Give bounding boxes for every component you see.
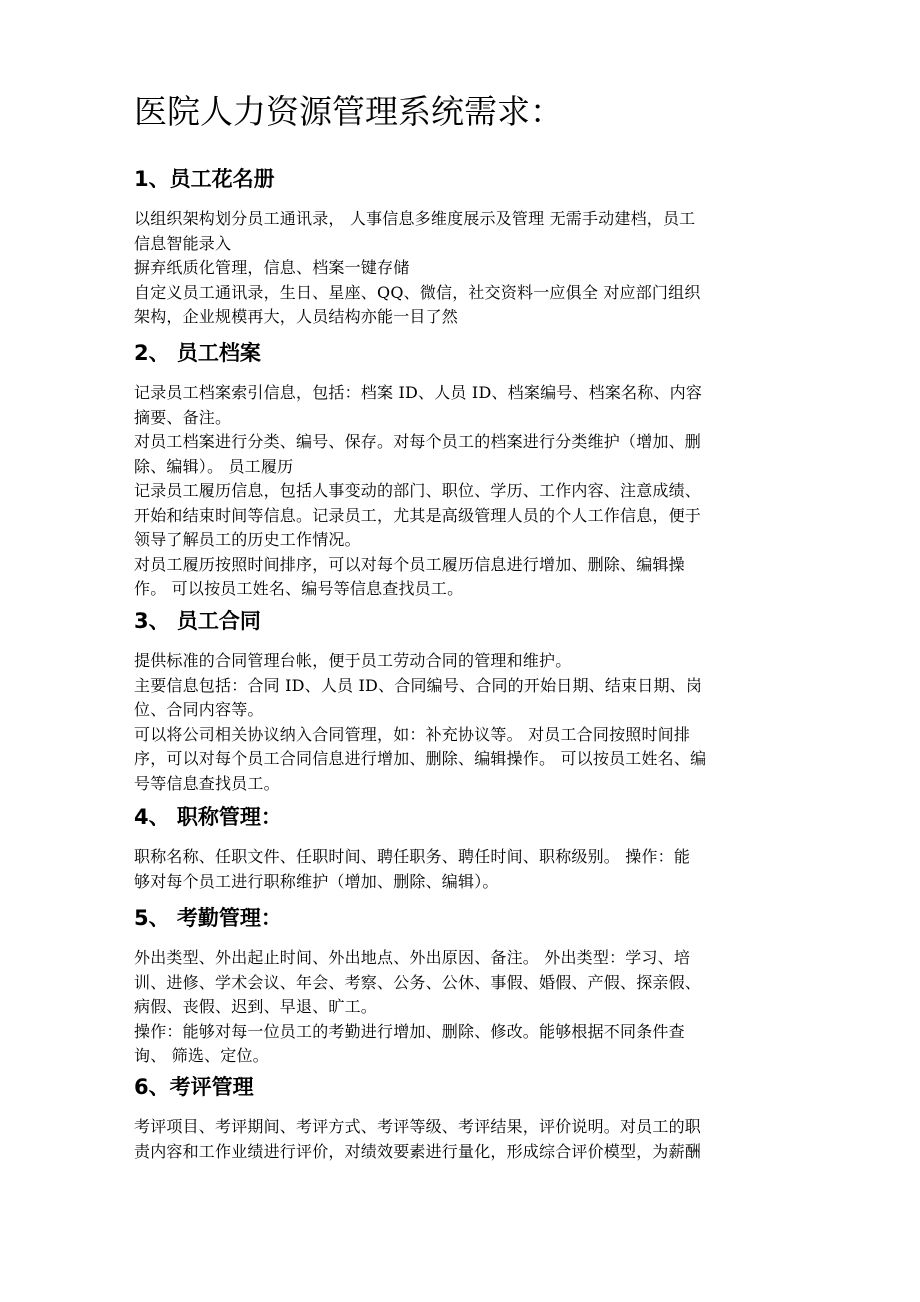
body-line: 提供标准的合同管理台帐，便于员工劳动合同的管理和维护。: [134, 651, 572, 670]
document-title: 医院人力资源管理系统需求：: [134, 92, 563, 131]
body-line: 除、编辑）。 员工履历: [134, 456, 294, 476]
body-line: 开始和结束时间等信息。记录员工，尤其是高级管理人员的个人工作信息，便于: [134, 505, 702, 525]
body-line: 信息智能录入: [134, 233, 232, 253]
section-heading: 6、考评管理: [134, 1075, 254, 1099]
body-line: 对员工档案进行分类、编号、保存。对每个员工的档案进行分类维护（增加、删: [134, 432, 702, 451]
body-line: 号等信息查找员工。: [134, 773, 280, 793]
body-line: 操作：能够对每一位员工的考勤进行增加、删除、修改。能够根据不同条件查: [134, 1021, 685, 1041]
body-line: 记录员工履历信息，包括人事变动的部门、职位、学历、工作内容、注意成绩、: [134, 481, 702, 500]
body-line: 作。 可以按员工姓名、编号等信息查找员工。: [134, 579, 464, 598]
body-line: 序，可以对每个员工合同信息进行增加、删除、编辑操作。 可以按员工姓名、编: [134, 749, 707, 768]
section-heading: 5、 考勤管理：: [134, 906, 282, 930]
section-heading: 3、 员工合同: [134, 609, 261, 633]
body-line: 自定义员工通讯录，生日、星座、QQ、微信，社交资料一应俱全 对应部门组织: [134, 282, 701, 302]
body-line: 病假、丧假、迟到、早退、旷工。: [134, 997, 378, 1016]
body-line: 摒弃纸质化管理，信息、档案一键存储: [134, 258, 410, 277]
body-line: 询、 筛选、定位。: [134, 1046, 269, 1065]
body-line: 训、进修、学术会议、年会、考察、公务、公休、事假、婚假、产假、探亲假、: [134, 972, 702, 992]
section-heading: 2、 员工档案: [134, 341, 261, 365]
body-line: 对员工履历按照时间排序，可以对每个员工履历信息进行增加、删除、编辑操: [134, 554, 685, 574]
body-line: 领导了解员工的历史工作情况。: [134, 530, 361, 549]
body-line: 记录员工档案索引信息，包括：档案 ID、人员 ID、档案编号、档案名称、内容: [134, 383, 703, 402]
body-line: 外出类型、外出起止时间、外出地点、外出原因、备注。 外出类型：学习、培: [134, 948, 691, 967]
body-line: 主要信息包括：合同 ID、人员 ID、合同编号、合同的开始日期、结束日期、岗: [134, 675, 703, 695]
body-line: 责内容和工作业绩进行评价，对绩效要素进行量化，形成综合评价模型，为薪酬: [134, 1141, 702, 1161]
body-line: 架构，企业规模再大，人员结构亦能一目了然: [134, 307, 459, 326]
body-line: 可以将公司相关协议纳入合同管理，如：补充协议等。 对员工合同按照时间排: [134, 724, 691, 744]
body-line: 位、合同内容等。: [134, 700, 264, 719]
body-line: 以组织架构划分员工通讯录， 人事信息多维度展示及管理 无需手动建档，员工: [134, 209, 696, 228]
section-heading: 1、员工花名册: [134, 167, 275, 191]
body-line: 职称名称、任职文件、任职时间、聘任职务、聘任时间、职称级别。 操作：能: [134, 847, 691, 866]
body-line: 摘要、备注。: [134, 407, 232, 427]
body-line: 考评项目、考评期间、考评方式、考评等级、考评结果，评价说明。对员工的职: [134, 1117, 702, 1136]
section-heading: 4、 职称管理：: [134, 805, 282, 829]
body-line: 够对每个员工进行职称维护（增加、删除、编辑）。: [134, 871, 499, 891]
